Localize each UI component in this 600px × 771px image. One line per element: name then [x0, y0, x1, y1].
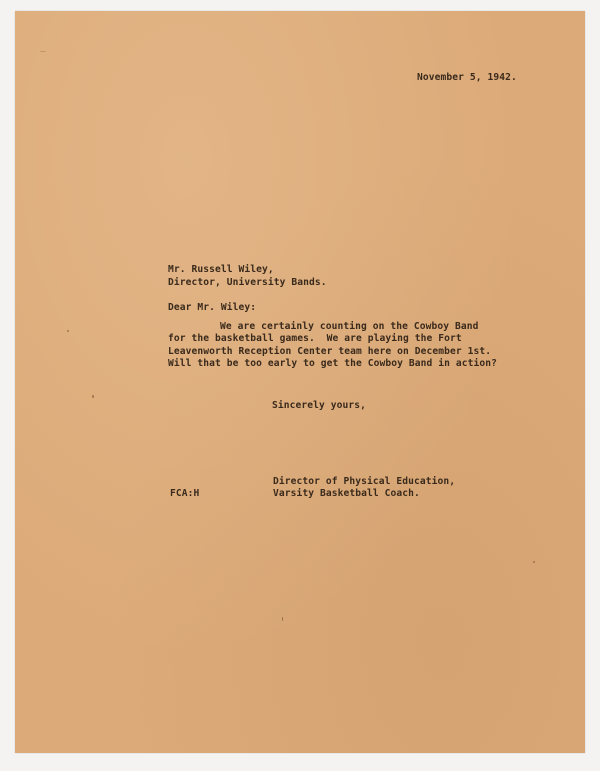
- letter-date: November 5, 1942.: [417, 72, 517, 83]
- recipient-title: Director, University Bands.: [168, 277, 327, 288]
- letter-page: [15, 11, 585, 753]
- paper-speck: [67, 330, 69, 332]
- paper-speck: [282, 617, 283, 621]
- paper-speck: [533, 561, 535, 563]
- body-line: Will that be too early to get the Cowboy Band in action?: [168, 358, 498, 369]
- signature-title-line: Varsity Basketball Coach.: [273, 488, 420, 499]
- signature-title-line: Director of Physical Education,: [273, 476, 456, 487]
- body-line: Leavenworth Reception Center team here on December 1st.: [168, 346, 492, 357]
- reference-initials: FCA:H: [170, 488, 200, 499]
- recipient-name: Mr. Russell Wiley,: [168, 264, 274, 275]
- salutation: Dear Mr. Wiley:: [168, 302, 257, 313]
- closing: Sincerely yours,: [272, 400, 367, 411]
- body-line: We are certainly counting on the Cowboy Band: [220, 321, 479, 332]
- paper-speck: [92, 395, 94, 398]
- body-line: for the basketball games. We are playing the Fort: [168, 333, 462, 344]
- paper-speck: [40, 51, 46, 52]
